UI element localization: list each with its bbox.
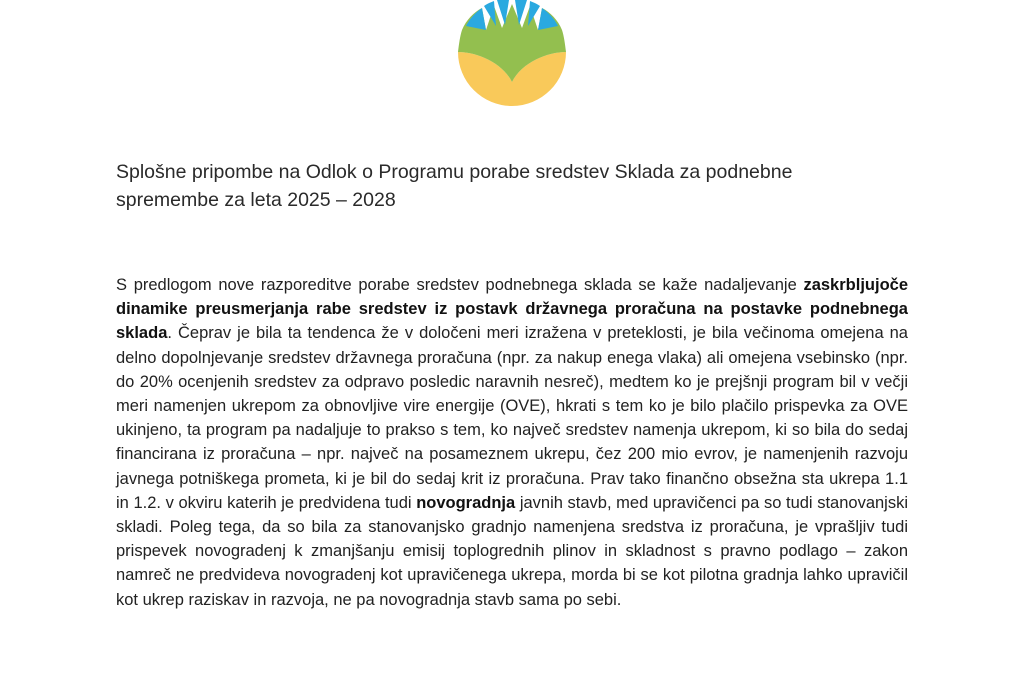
body-paragraph: [116, 273, 908, 612]
fund-logo-icon: [456, 0, 568, 110]
paragraph-text: . Čeprav je bila ta tendenca že v določeni meri izražena v preteklosti, je bila večinoma omejena na delno dopolnjevanje sredstev državnega proračuna (npr. za nakup enega vlaka) ali omejena vsebinsko (npr. do 20% ocenjenih sredstev za odpravo posledic naravnih nesreč), medtem ko je prejšnji program bil v večji meri namenjen ukrepom za obnovljive vire energije (OVE), hkrati s tem ko je bilo plačilo prispevka za OVE ukinjeno, ta program pa nadaljuje to prakso s tem, ko največ sredstev namenja ukrepom, ki so bila do sedaj financirana iz proračuna – npr. največ na posameznem ukrepu, čez 200 mio evrov, je namenjenih razvoju javnega potniškega prometa, ki je bil do sedaj krit iz proračuna. Prav tako finančno obsežna sta ukrepa 1.1 in 1.2. v okviru katerih je predvidena tudi: [116, 324, 908, 512]
paragraph-bold-text: novogradnja: [416, 493, 516, 512]
paragraph-bold-text: zaskrbljujoče dinamike preusmerjanja rabe sredstev iz postavk državnega proračuna na postavke podnebnega sklada: [116, 276, 908, 343]
paragraph-text: javnih stavb, med upravičenci pa so tudi stanovanjski skladi. Poleg tega, da so bila za stanovanjsko gradnjo namenjena sredstva iz proračuna, je vprašljiv tudi prispevek novogradenj k zmanjšanju emisij toplogrednih plinov in skladnost s pravno podlago – zakon namreč ne predvideva novogradenj kot upravičenega ukrepa, morda bi se kot pilotna gradnja lahko upravičil kot ukrep raziskav in razvoja, ne pa novogradnja stavb sama po sebi.: [116, 493, 909, 609]
paragraph-text: S predlogom nove razporeditve porabe sredstev podnebnega sklada se kaže nadaljevanje: [116, 276, 804, 294]
fund-logo: [456, 0, 568, 110]
document-title: Splošne pripombe na Odlok o Programu porabe sredstev Sklada za podnebne spremembe za leta 2025 – 2028: [116, 161, 793, 211]
